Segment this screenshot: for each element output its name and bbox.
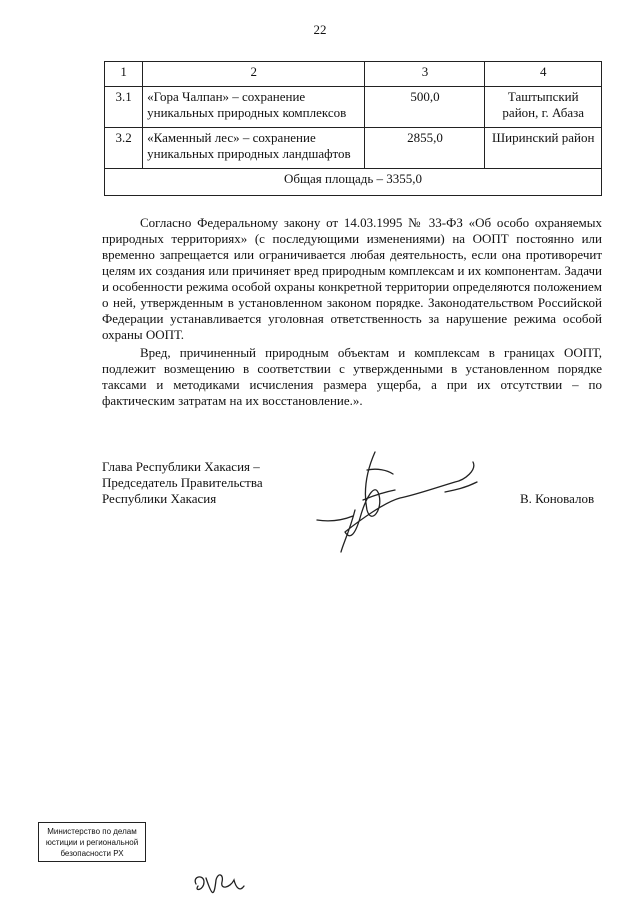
table-total-row [105, 169, 602, 196]
total-area: Общая площадь – 3355,0 [105, 169, 602, 196]
stamp-line: Министерство по делам [47, 827, 137, 836]
header-cell: 4 [485, 62, 602, 87]
signatory-title-line: Председатель Правительства [102, 475, 263, 490]
header-cell: 3 [365, 62, 485, 87]
row-area: 500,0 [365, 87, 485, 128]
handwritten-signature [305, 440, 505, 560]
page-number: 22 [313, 22, 327, 37]
header-cell: 2 [143, 62, 365, 87]
table-header-row [105, 62, 602, 87]
row-name: «Гора Чалпан» – сохранение уникальных природных комплексов [143, 87, 365, 128]
signatory-title-line: Республики Хакасия [102, 491, 217, 506]
row-number: 3.2 [105, 128, 143, 169]
stamp-line: юстиции и региональной [45, 838, 139, 847]
row-name: «Каменный лес» – сохранение уникальных природных ландшафтов [143, 128, 365, 169]
areas-table [104, 61, 602, 196]
signatory-title [102, 459, 263, 507]
stamp-line: безопасности РХ [60, 849, 124, 858]
paragraph-law: Согласно Федеральному закону от 14.03.1995 № 33-ФЗ «Об особо охраняемых природных территориях» (с последующими изменениями) на ООПТ постоянно или временно запрещается или ограничивается любая деятельность, если она противоречит целям их создания или причиняет вред природным комплексам и их компонентам. Задачи и особенности режима особой охраны конкретной территории определяются положением о ней, утвержденным в установленном законом порядке. Законодательством Российской Федерации устанавливается уголовная ответственность за нарушение режима особой охраны ООПТ. [102, 215, 602, 342]
row-location: Ширинский район [485, 128, 602, 169]
row-area: 2855,0 [365, 128, 485, 169]
header-cell: 1 [105, 62, 143, 87]
signatory-name: В. Коновалов [520, 491, 595, 506]
row-location: Таштыпский район, г. Абаза [485, 87, 602, 128]
signatory-title-line: Глава Республики Хакасия – [102, 459, 260, 474]
handwritten-mark [190, 868, 250, 898]
paragraph-damage: Вред, причиненный природным объектам и комплексам в границах ООПТ, подлежит возмещению в соответствии с утвержденными в установленном порядке таксами и методиками исчисления размера ущерба, а при их отсутствии – по фактическим затратам на их восстановление.». [102, 345, 602, 408]
row-number: 3.1 [105, 87, 143, 128]
table-row [105, 128, 602, 169]
ministry-stamp [38, 822, 146, 862]
table-row [105, 87, 602, 128]
